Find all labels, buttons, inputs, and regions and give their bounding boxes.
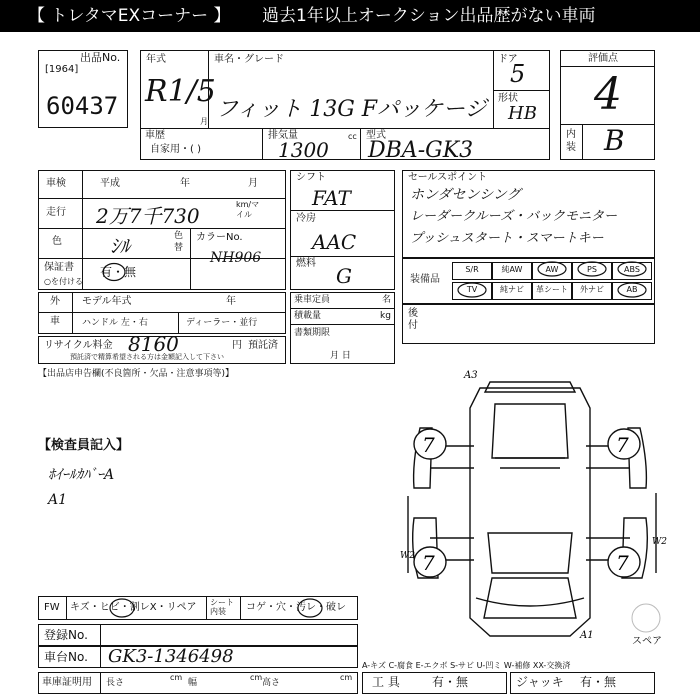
shaken-era: 平成 [100,178,120,189]
sales-point-line-2: レーダークルーズ・バックモニター [410,209,617,224]
shift-value: FAT [312,186,351,210]
chassis-value: GK3-1346498 [108,646,234,667]
equip-nav-aftermarket: 外ナビ [572,282,612,300]
shaken-month: 月 [248,178,258,189]
capacity-label: 乗車定員 [294,295,331,305]
load-unit: kg [380,311,391,321]
damage-legend: A-キズ C-腐食 E-エクボ S-サビ U-凹ミ W-補修 XX-交換済 [362,661,571,670]
equip-abs: ABS [612,262,652,280]
tools-label: 工 具 [372,675,400,689]
inspector-note-1: ﾎｲｰﾙｶﾊﾞｰA [48,467,115,483]
fuel-value: G [336,264,352,288]
car-diagram [400,368,680,648]
docs-label: 書類期限 [294,328,331,338]
shape-value: HB [508,103,537,124]
nenshiki-label: 年式 [146,54,166,65]
model-year-label: モデル年式 [82,296,132,307]
lot-number: 60437 [46,92,119,120]
title-right: 過去1年以上オークション出品歴がない車両 [262,6,596,26]
recycle-label: リサイクル料金 [44,340,113,351]
score-label: 評価点 [588,53,618,64]
docs-unit: 月 日 [330,351,351,361]
cert-cm-2: cm [250,673,263,682]
colorno-value: NH906 [210,250,262,266]
shaken-label: 車検 [46,178,66,189]
mileage-label: 走行 [46,207,66,218]
cert-width: 幅 [188,678,198,688]
import-label-2: 車 [50,316,60,327]
cert-label: 車庫証明用 [42,677,92,688]
interior-label: 内装 [566,129,576,153]
score-value: 4 [594,69,622,120]
warranty-label: 保証書 [44,262,74,273]
shaken-year: 年 [180,178,190,189]
load-label: 積載量 [294,311,322,321]
mileage-value: 2万7千730 [96,204,200,228]
dealer-label: ディーラー・並行 [186,318,258,328]
mark-7-fl: 7 [422,433,435,457]
chassis-label: 車台No. [44,650,88,664]
mark-7-fr: 7 [616,433,629,457]
title-left: 【 トレタマEXコーナー 】 [28,6,231,26]
displacement-value: 1300 [278,138,329,162]
usage-label: 車歴 [145,130,165,141]
colorno-label: カラーNo. [196,232,243,243]
inspector-note-2: A1 [48,492,68,508]
displacement-unit: cc [348,132,357,141]
seat-options: コゲ・穴・汚レ・破レ [246,602,346,613]
door-label: ドア [498,54,518,65]
title-bar [0,0,700,32]
equip-nav-oem: 純ナビ [492,282,532,300]
warranty-circle [102,262,126,282]
warranty-note: ○を付ける [44,277,83,286]
name-label: 車名・グレード [214,54,284,65]
warranty-value: 有・無 [100,265,137,279]
month-suffix: 月 [200,117,208,126]
aftermarket-box [402,304,655,344]
mark-7-rl: 7 [422,551,435,575]
recycle-status: 預託済 [248,340,278,351]
seat-label: シート内装 [210,598,234,616]
equip-tv: TV [452,282,492,300]
jack-label: ジャッキ [516,675,564,689]
equip-sr: S/R [452,262,492,280]
spare-label: スペア [632,636,662,647]
notice-label: 【出品店申告欄(不良箇所・欠品・注意事項等)】 [38,369,235,379]
mark-a3: A3 [464,370,478,381]
jack-value: 有・無 [580,675,617,689]
import-label-1: 外 [50,296,60,307]
equip-alloy-oem: 純AW [492,262,532,280]
tools-value: 有・無 [432,675,469,689]
spare-tire-icon [632,604,660,632]
shift-label: シフト [296,172,326,183]
reg-label: 登録No. [44,628,88,642]
equip-ps: PS [572,262,612,280]
color-change: 色替 [174,231,184,253]
name-value: フィット 13G Fパッケージ [216,97,487,122]
cert-cm-3: cm [340,673,353,682]
usage-value: 自家用・( ) [150,144,201,155]
equip-alloy: AW [532,262,572,280]
interior-value: B [604,124,625,157]
equipment-circles [452,258,652,304]
cert-height: 高さ [262,678,281,688]
sales-point-line-1: ホンダセンシング [410,187,521,203]
color-label: 色 [52,236,62,247]
shape-label: 形状 [498,93,518,104]
cooling-value: AAC [312,230,357,254]
equip-airbag: AB [612,282,652,300]
handle-label: ハンドル 左・右 [82,318,148,328]
cooling-label: 冷房 [296,213,316,224]
capacity-unit: 名 [382,295,392,305]
fw-label: FW [44,602,60,613]
inspector-label: 【検査員記入】 [38,438,130,453]
mark-w2-left: W2 [400,551,415,561]
equip-leather: 革シート [532,282,572,300]
sales-point-line-3: プッシュスタート・スマートキー [410,231,604,246]
nenshiki-value: R1/5 [145,74,216,109]
mark-w2-right: W2 [652,537,667,547]
cert-cm-1: cm [170,673,183,682]
fw-options: キズ・ヒビ・割レX・リペア [70,602,197,613]
mark-7-rr: 7 [616,551,629,575]
fuel-label: 燃料 [296,258,316,269]
color-value: ｼﾙ [110,234,130,258]
recycle-value: 8160 [128,332,179,356]
displacement-label: 排気量 [268,130,298,141]
equipment-title: 装備品 [410,274,440,285]
recycle-note: 預託済で精算希望される方は金額記入して下さい [70,353,224,361]
mileage-unit: km/マイル [236,200,260,219]
fw-circles [38,596,358,620]
aftermarket-label: 後付 [408,308,418,331]
recycle-unit: 円 [232,340,242,351]
door-value: 5 [510,60,526,88]
sales-point-label: セールスポイント [408,172,488,183]
lot-label: 出品No. [80,51,121,64]
model-year-unit: 年 [226,296,236,307]
cert-length: 長さ [106,678,125,688]
model-value: DBA-GK3 [368,138,474,163]
model-label: 型式 [366,130,386,141]
lot-year-tag: [1964] [45,64,79,75]
mark-a1: A1 [580,630,594,641]
